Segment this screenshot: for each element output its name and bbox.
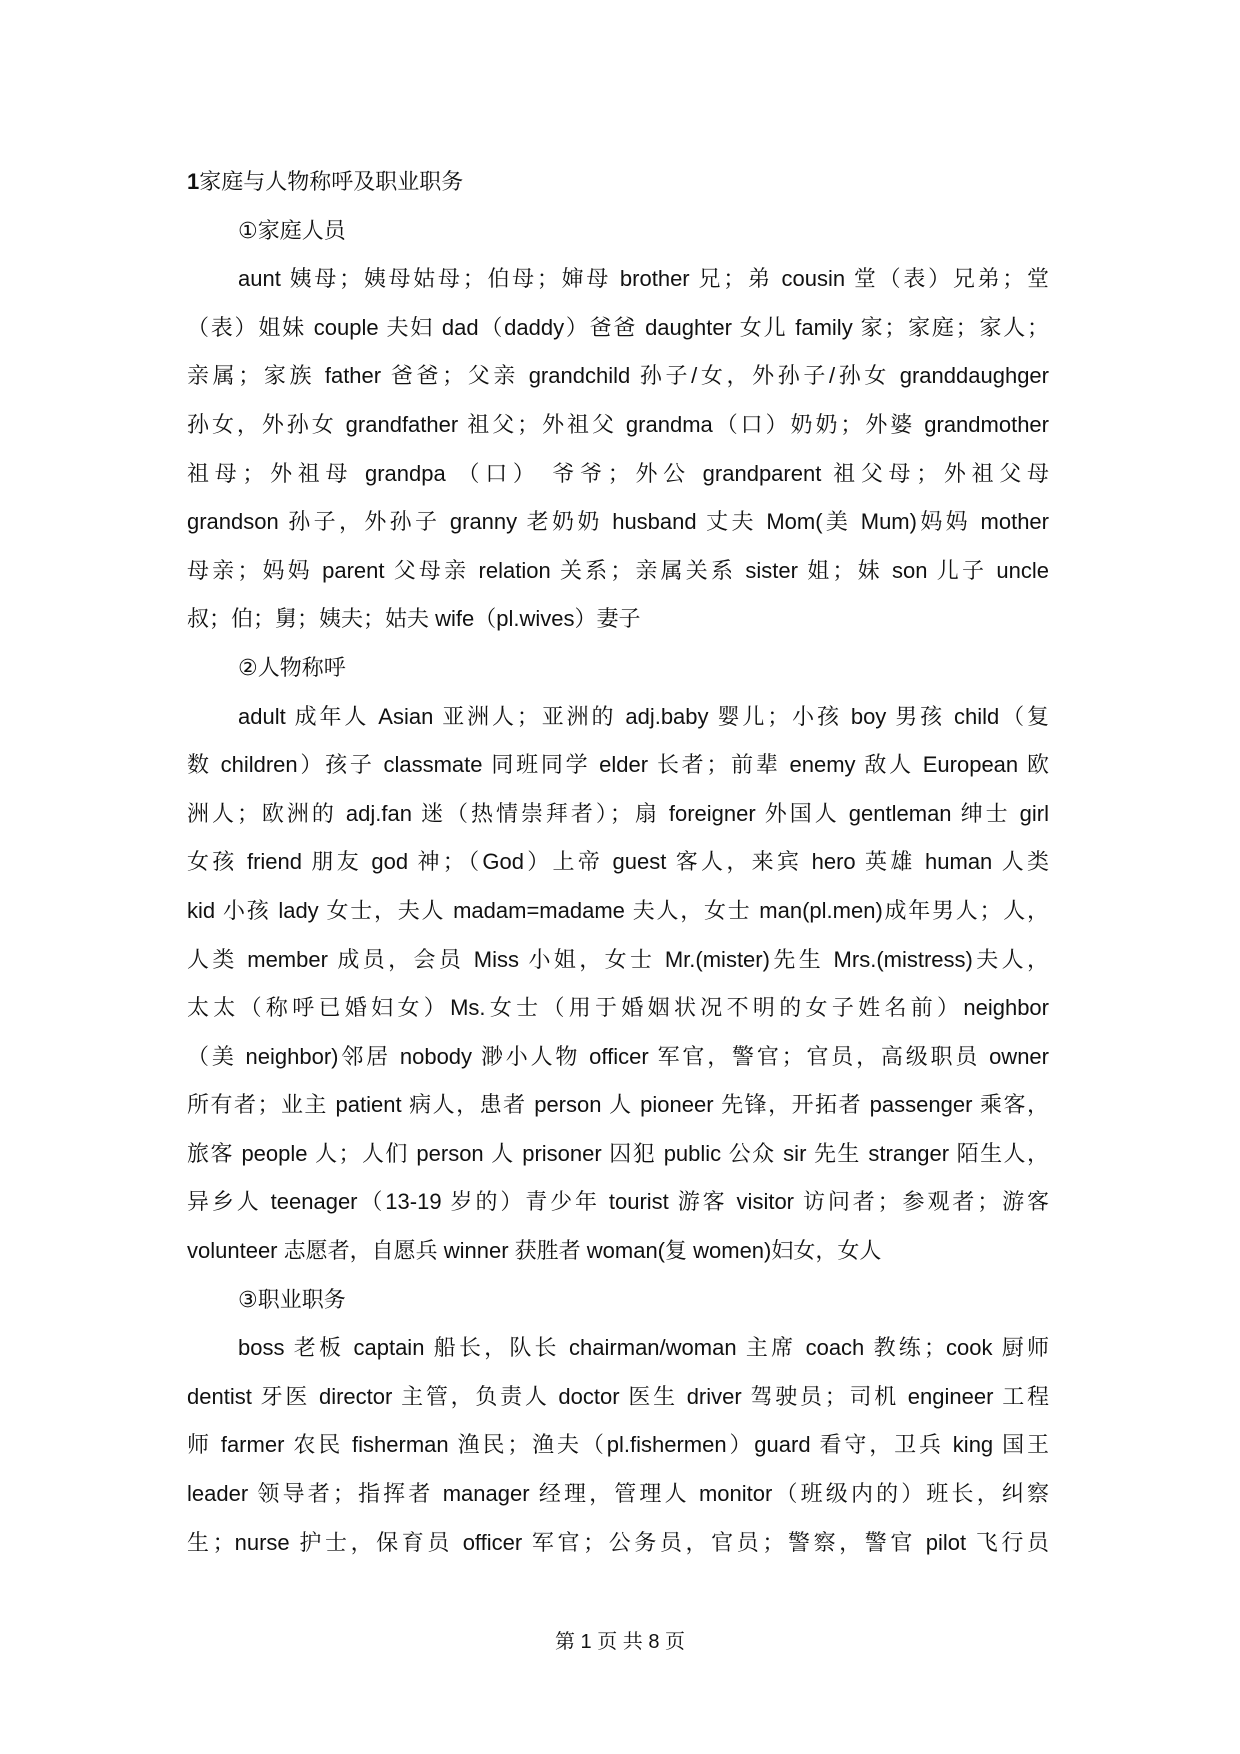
paragraph-line: 女孩 friend 朋友 god 神；（God）上帝 guest 客人，来宾 hero 英雄 human 人类 — [187, 849, 1049, 875]
paragraph-line: leader 领导者；指挥者 manager 经理，管理人 monitor（班级内的）班长，纠察 — [187, 1481, 1049, 1507]
paragraph-line: 旅客 people 人；人们 person 人 prisoner 囚犯 public 公众 sir 先生 stranger 陌生人， — [187, 1140, 1049, 1166]
paragraph-line: 师 farmer 农民 fisherman 渔民；渔夫（pl.fishermen）guard 看守，卫兵 king 国王 — [187, 1432, 1049, 1458]
paragraph-line: 孙女，外孙女 grandfather 祖父；外祖父 grandma（口）奶奶；外婆 grandmother — [187, 411, 1049, 437]
title-number: 1 — [187, 169, 200, 194]
paragraph-line: 人类 member 成员，会员 Miss 小姐，女士 Mr.(mister)先生 Mrs.(mistress)夫人， — [187, 946, 1049, 972]
paragraph-line: 生；nurse 护士，保育员 officer 军官；公务员，官员；警察，警官 pilot 飞行员 — [187, 1529, 1049, 1555]
paragraph-line: 叔；伯；舅；姨夫；姑夫 wife（pl.wives）妻子 — [187, 606, 641, 632]
page-number-footer: 第 1 页 共 8 页 — [554, 1631, 686, 1653]
paragraph-line: 洲人；欧洲的 adj.fan 迷（热情崇拜者）；扇 foreigner 外国人 gentleman 绅士 girl — [187, 800, 1049, 826]
paragraph-line: 异乡人 teenager（13-19 岁的）青少年 tourist 游客 visitor 访问者；参观者；游客 — [187, 1189, 1049, 1215]
document-body — [187, 158, 1049, 1567]
paragraph-line: adult 成年人 Asian 亚洲人；亚洲的 adj.baby 婴儿；小孩 boy 男孩 child（复 — [238, 703, 1049, 729]
section-heading-occupations: ③职业职务 — [238, 1286, 346, 1312]
paragraph-line: 母亲；妈妈 parent 父母亲 relation 关系；亲属关系 sister 姐；妹 son 儿子 uncle — [187, 557, 1049, 583]
paragraph-line: 数 children）孩子 classmate 同班同学 elder 长者；前辈 enemy 敌人 European 欧 — [187, 752, 1049, 778]
paragraph-line: grandson 孙子，外孙子 granny 老奶奶 husband 丈夫 Mom(美 Mum)妈妈 mother — [187, 509, 1049, 535]
section-heading-people: ②人物称呼 — [238, 654, 346, 680]
section-heading-family: ①家庭人员 — [238, 217, 346, 243]
paragraph-line: volunteer 志愿者，自愿兵 winner 获胜者 woman(复 women)妇女，女人 — [187, 1238, 882, 1264]
document-title — [187, 158, 1049, 207]
paragraph-line: （美 neighbor)邻居 nobody 渺小人物 officer 军官，警官；官员，高级职员 owner — [187, 1043, 1049, 1069]
paragraph-line: aunt 姨母；姨母姑母；伯母；婶母 brother 兄；弟 cousin 堂（表）兄弟；堂 — [238, 266, 1049, 292]
paragraph-line: 祖母；外祖母 grandpa （口） 爷爷；外公 grandparent 祖父母；外祖父母 — [187, 460, 1049, 486]
paragraph-line: 亲属；家族 father 爸爸；父亲 grandchild 孙子/女，外孙子/孙女 granddaughger — [187, 363, 1049, 389]
paragraph-line: 太太（称呼已婚妇女）Ms.女士（用于婚姻状况不明的女子姓名前）neighbor — [187, 995, 1049, 1021]
paragraph-line: boss 老板 captain 船长，队长 chairman/woman 主席 coach 教练；cook 厨师 — [238, 1335, 1049, 1361]
paragraph-line: （表）姐妹 couple 夫妇 dad（daddy）爸爸 daughter 女儿 family 家；家庭；家人； — [187, 314, 1049, 340]
paragraph-line: 所有者；业主 patient 病人，患者 person 人 pioneer 先锋，开拓者 passenger 乘客， — [187, 1092, 1049, 1118]
paragraph-line: kid 小孩 lady 女士，夫人 madam=madame 夫人，女士 man(pl.men)成年男人；人， — [187, 897, 1049, 923]
title-text: 家庭与人物称呼及职业职务 — [199, 169, 464, 194]
paragraph-line: dentist 牙医 director 主管，负责人 doctor 医生 driver 驾驶员；司机 engineer 工程 — [187, 1383, 1049, 1409]
